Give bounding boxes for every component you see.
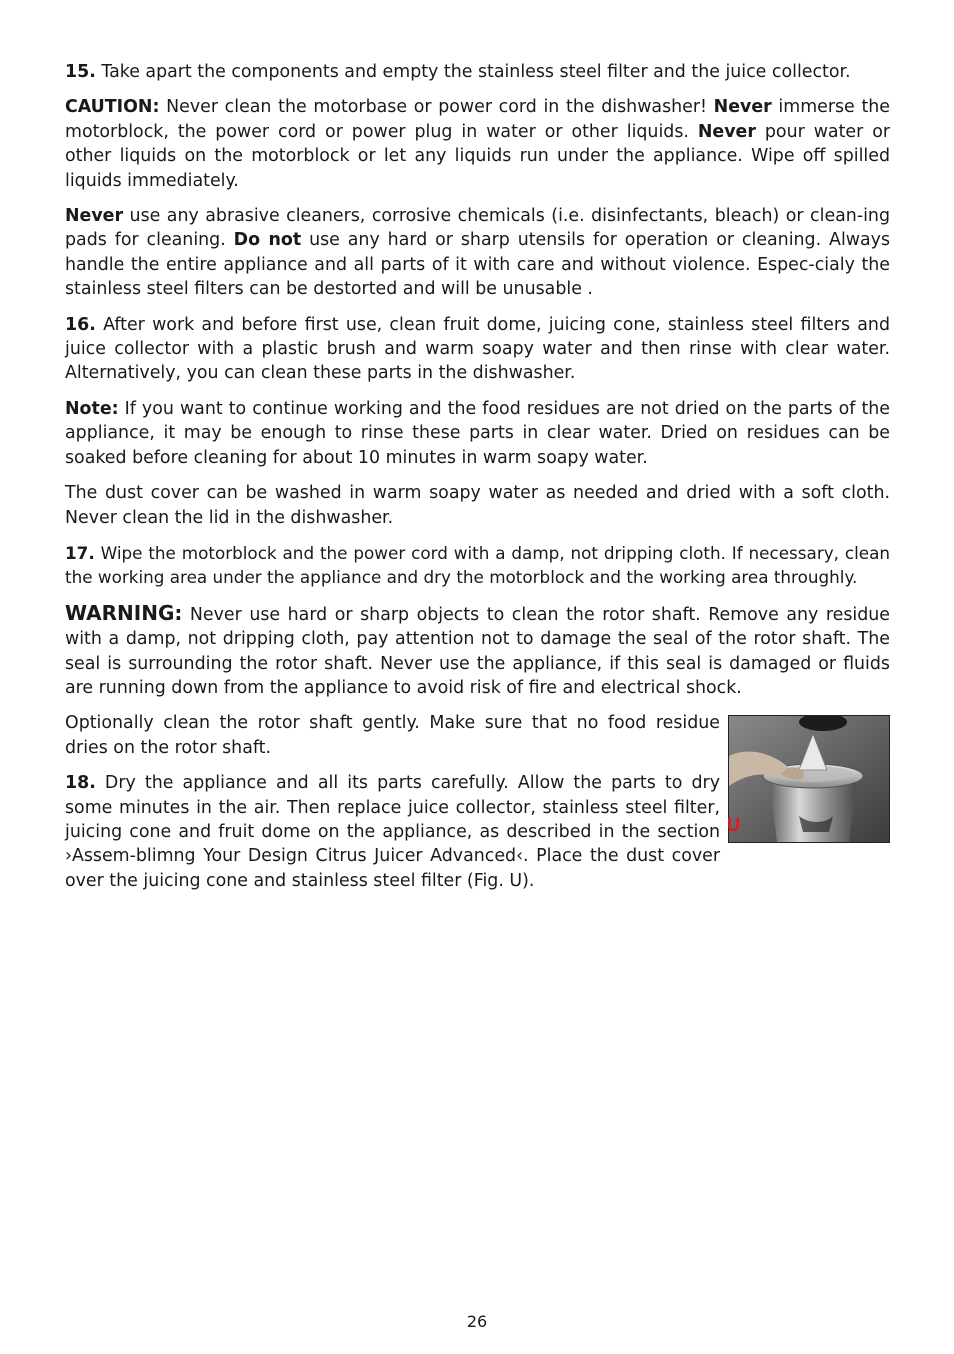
figure-label: U — [727, 815, 740, 836]
caution-label: CAUTION: — [65, 97, 160, 118]
step-15 — [65, 60, 890, 84]
warning-paragraph — [65, 601, 890, 701]
page-number: 26 — [466, 1312, 488, 1331]
caution-text-1: Never clean the motorbase or power cord in the dishwasher! — [159, 97, 714, 118]
never-text-2: use any hard or sharp utensils for operation or cleaning. Always handle the entire appliance and all parts of it with care and without violence. Espec-cialy the stainless steel filters can be destorted and will be unusable . — [65, 230, 891, 300]
step-number: 17. — [65, 542, 95, 563]
figure-u — [728, 715, 890, 843]
juicer-photo — [728, 715, 890, 843]
step-number: 18. — [65, 773, 96, 794]
dust-cover-paragraph: The dust cover can be washed in warm soapy water as needed and dried with a soft cloth. Never clean the lid in the dishwasher. — [65, 483, 890, 528]
note-text: If you want to continue working and the food residues are not dried on the parts of the appliance, it may be enough to rinse these parts in clear water. Dried on residues can be soaked before cleaning for about 10 minutes in warm soapy water. — [65, 398, 890, 468]
step-text: Dry the appliance and all its parts carefully. Allow the parts to dry some minutes in the air. Then replace juice collector, stainless steel filter, juicing cone and fruit dome on the appliance, as described in the section ›Assem-blimng Your Design Citrus Juicer Advanced‹. Place the dust cover over the juicing cone and stainless steel filter (Fig. U). — [65, 773, 720, 891]
never-emphasis: Never — [713, 97, 772, 118]
step-16 — [65, 313, 890, 386]
optional-paragraph: Optionally clean the rotor shaft gently. Make sure that no food residue dries on the rotor shaft. — [65, 713, 720, 758]
never-paragraph — [65, 204, 890, 302]
caution-text-2: immerse the motorblock, the power cord or power plug in water or other liquids. — [65, 97, 890, 142]
note-label: Note: — [65, 398, 119, 419]
figure-wrap-section — [65, 711, 890, 893]
step-17 — [65, 541, 890, 590]
caution-text-3: pour water or other liquids on the motorblock or let any liquids run under the appliance. Wipe off spilled liquids immediately. — [65, 121, 890, 191]
never-emphasis: Never — [697, 121, 756, 142]
step-text: Take apart the components and empty the stainless steel filter and the juice collector. — [95, 62, 851, 82]
never-text-1: use any abrasive cleaners, corrosive chemicals (i.e. disinfectants, bleach) or clean-ing pads for cleaning. — [65, 206, 890, 251]
warning-label: WARNING: — [65, 600, 183, 625]
do-not-emphasis: Do not — [233, 230, 302, 251]
page-content — [65, 60, 890, 904]
caution-paragraph — [65, 95, 890, 193]
step-number: 16. — [65, 314, 96, 335]
step-number: 15. — [65, 62, 96, 82]
step-text: After work and before first use, clean fruit dome, juicing cone, stainless steel filters and juice collector with a plastic brush and warm soapy water and then rinse with clear water. Alternatively, you can clean these parts in the dishwasher. — [65, 314, 890, 384]
never-emphasis: Never — [65, 206, 124, 227]
note-paragraph — [65, 397, 890, 470]
warning-text: Never use hard or sharp objects to clean the rotor shaft. Remove any residue with a damp, not dripping cloth, pay attention not to damage the seal of the rotor shaft. The seal is surrounding the rotor shaft. Never use the appliance, if this seal is damaged or fluids are running down from the appliance to avoid risk of fire and electrical shock. — [65, 604, 890, 698]
step-text: Wipe the motorblock and the power cord with a damp, not dripping cloth. If necessary, clean the working area under the appliance and dry the motorblock and the working area throughly. — [65, 542, 890, 588]
juicer-illustration — [729, 716, 889, 842]
